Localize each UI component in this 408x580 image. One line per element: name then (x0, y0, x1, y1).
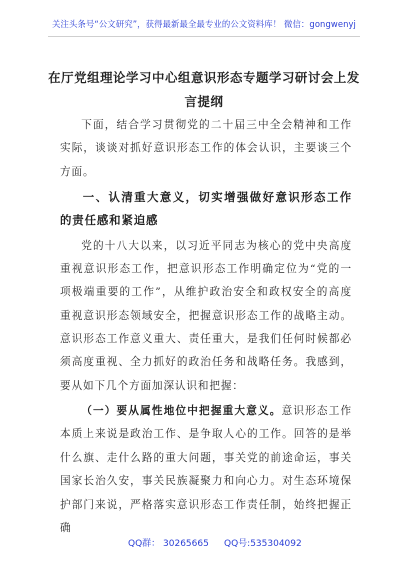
section-1-paragraph: 党的十八大以来，以习近平同志为核心的党中央高度重视意识形态工作，把意识形态工作明确定位为“党的一项极端重要的工作”，从维护政治安全和政权安全的高度重视意识形态领域安全，把握意识形态工作的战略主动。意识形态工作意义重大、责任重大，是我们任何时候都必须高度重视、全力抓好的政治任务和战略任务。我感到，要从如下几个方面加深认识和把握： (60, 239, 352, 392)
subsection-1-paragraph (60, 400, 352, 540)
document-body (60, 114, 352, 540)
subsection-1-heading: （一）要从属性地位中把握重大意义。 (81, 405, 282, 418)
subsection-1-text: 意识形态工作本质上来说是政治工作、是争取人心的工作。回答的是举什么旗、走什么路的重大问题，事关党的前途命运，事关国家长治久安，事关民族凝聚力和向心力。对生态环境保护部门来说，严格落实意识形态工作责任制，始终把握正确 (60, 405, 352, 534)
intro-paragraph: 下面，结合学习贯彻党的二十届三中全会精神和工作实际，谈谈对抓好意识形态工作的体会认识，主要谈三个方面。 (60, 119, 352, 178)
footer-qq-number: QQ号:535304092 (224, 539, 302, 549)
section-1-heading: 一、认清重大意义，切实增强做好意识形态工作的责任感和紧迫感 (60, 190, 352, 228)
document-title: 在厅党组理论学习中心组意识形态专题学习研讨会上发言提纲 (48, 70, 360, 109)
header-banner: 关注头条号“公文研究”，获得最新最全最专业的公文资料库！ 微信：gongwenyj (52, 19, 356, 29)
footer-qq-group: QQ群： 30265665 (128, 539, 209, 549)
header-divider (48, 36, 360, 37)
